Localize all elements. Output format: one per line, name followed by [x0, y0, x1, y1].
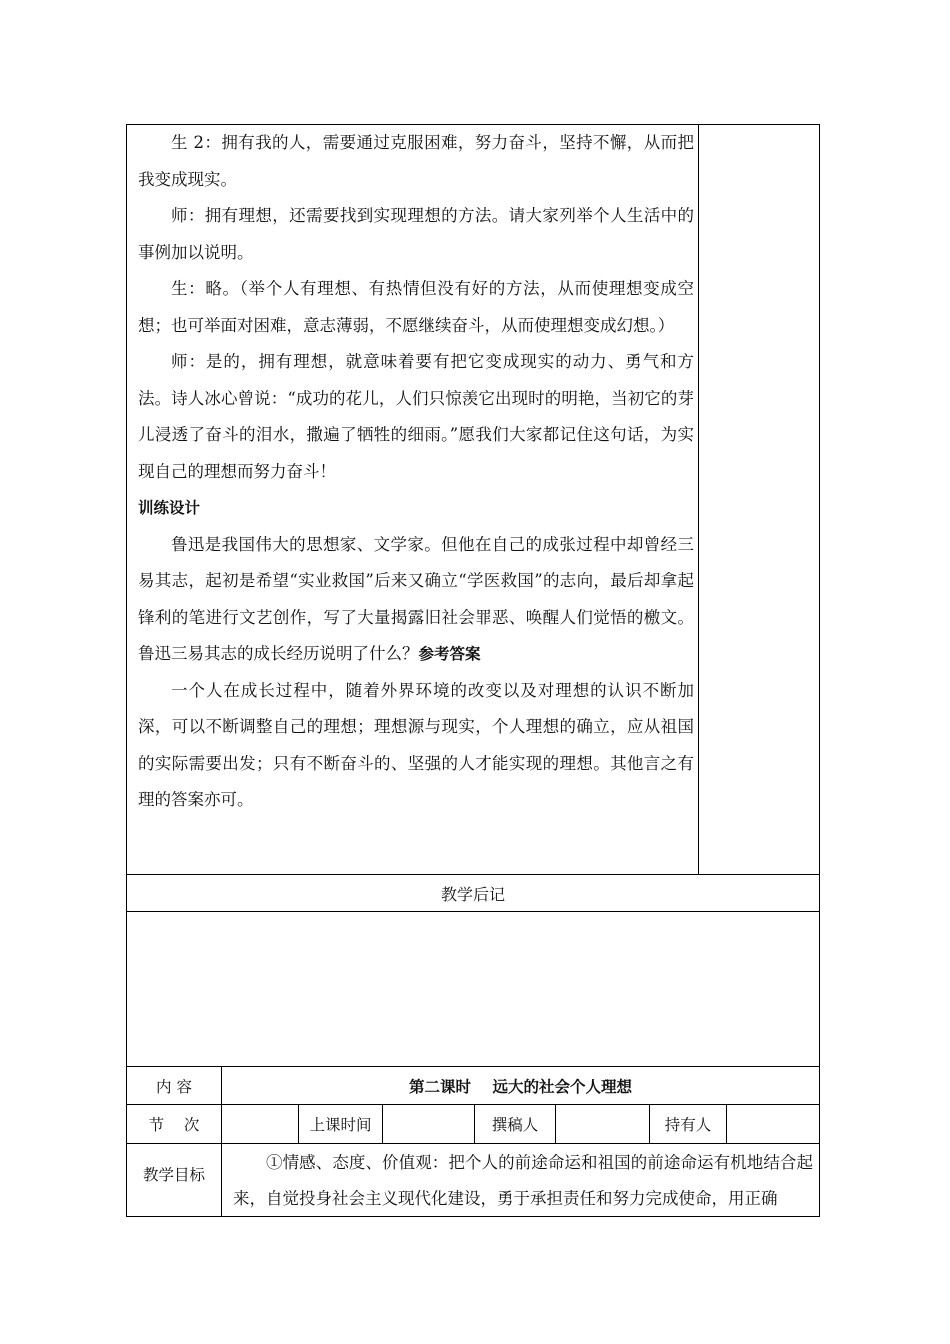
dialogue-paragraph: 师：拥有理想，还需要找到实现理想的方法。请大家列举个人生活中的事例加以说明。: [138, 206, 694, 262]
upper-table: [126, 124, 820, 912]
after-class-notes-area: [126, 912, 820, 1066]
teaching-goal-text: ①情感、态度、价值观：把个人的前途命运和祖国的前途命运有机地结合起来，自觉投身社会主义现代化建设，勇于承担责任和努力完成使命，用正确: [233, 1153, 813, 1208]
training-question: 鲁迅是我国伟大的思想家、文学家。但他在自己的成张过程中却曾经三易其志，起初是希望“实业救国”后来又确立“学医救国”的志向，最后却拿起锋利的笔进行文艺创作，写了大量揭露旧社会罪恶、唤醒人们觉悟的檄文。鲁迅三易其志的成长经历说明了什么？参考答案: [138, 534, 694, 663]
lesson-info-table: [126, 1066, 820, 1217]
answer-label: 参考答案: [418, 645, 481, 663]
class-time-label: 上课时间: [309, 1115, 372, 1134]
author-label: 撰稿人: [491, 1115, 539, 1134]
section-label: 节 次: [148, 1115, 200, 1134]
after-class-notes-title: 教学后记: [440, 885, 505, 904]
section-value: [222, 1104, 298, 1143]
class-time-value: [383, 1104, 474, 1143]
dialogue-paragraph: 生 2：拥有我的人，需要通过克服困难，努力奋斗，坚持不懈，从而把我变成现实。: [138, 133, 694, 189]
content-label: 内 容: [156, 1077, 192, 1096]
goal-label: 教学目标: [142, 1166, 205, 1184]
training-heading: 训练设计: [138, 499, 201, 517]
holder-value: [727, 1104, 819, 1143]
author-value: [556, 1104, 649, 1143]
lesson-title: 第二课时 远大的社会个人理想: [408, 1077, 633, 1096]
answer-paragraph: 一个人在成长过程中，随着外界环境的改变以及对理想的认识不断加深，可以不断调整自己的理想；理想源与现实，个人理想的确立，应从祖国的实际需要出发；只有不断奋斗的、坚强的人才能实现的理想。其他言之有理的答案亦可。: [138, 680, 694, 809]
dialogue-paragraph: 生：略。（举个人有理想、有热情但没有好的方法，从而使理想变成空想；也可举面对困难，意志薄弱，不愿继续奋斗，从而使理想变成幻想。）: [138, 279, 694, 335]
row-divider: [127, 1143, 819, 1144]
dialogue-paragraph: 师：是的，拥有理想，就意味着要有把它变成现实的动力、勇气和方法。诗人冰心曾说：“成功的花儿，人们只惊羡它出现时的明艳，当初它的芽儿浸透了奋斗的泪水，撒遍了牺牲的细雨。”愿我们大家都记住这句话，为实现自己的理想而努力奋斗！: [138, 352, 694, 481]
lesson-content: [138, 125, 694, 819]
holder-label: 持有人: [664, 1115, 712, 1134]
column-divider: [698, 125, 699, 874]
